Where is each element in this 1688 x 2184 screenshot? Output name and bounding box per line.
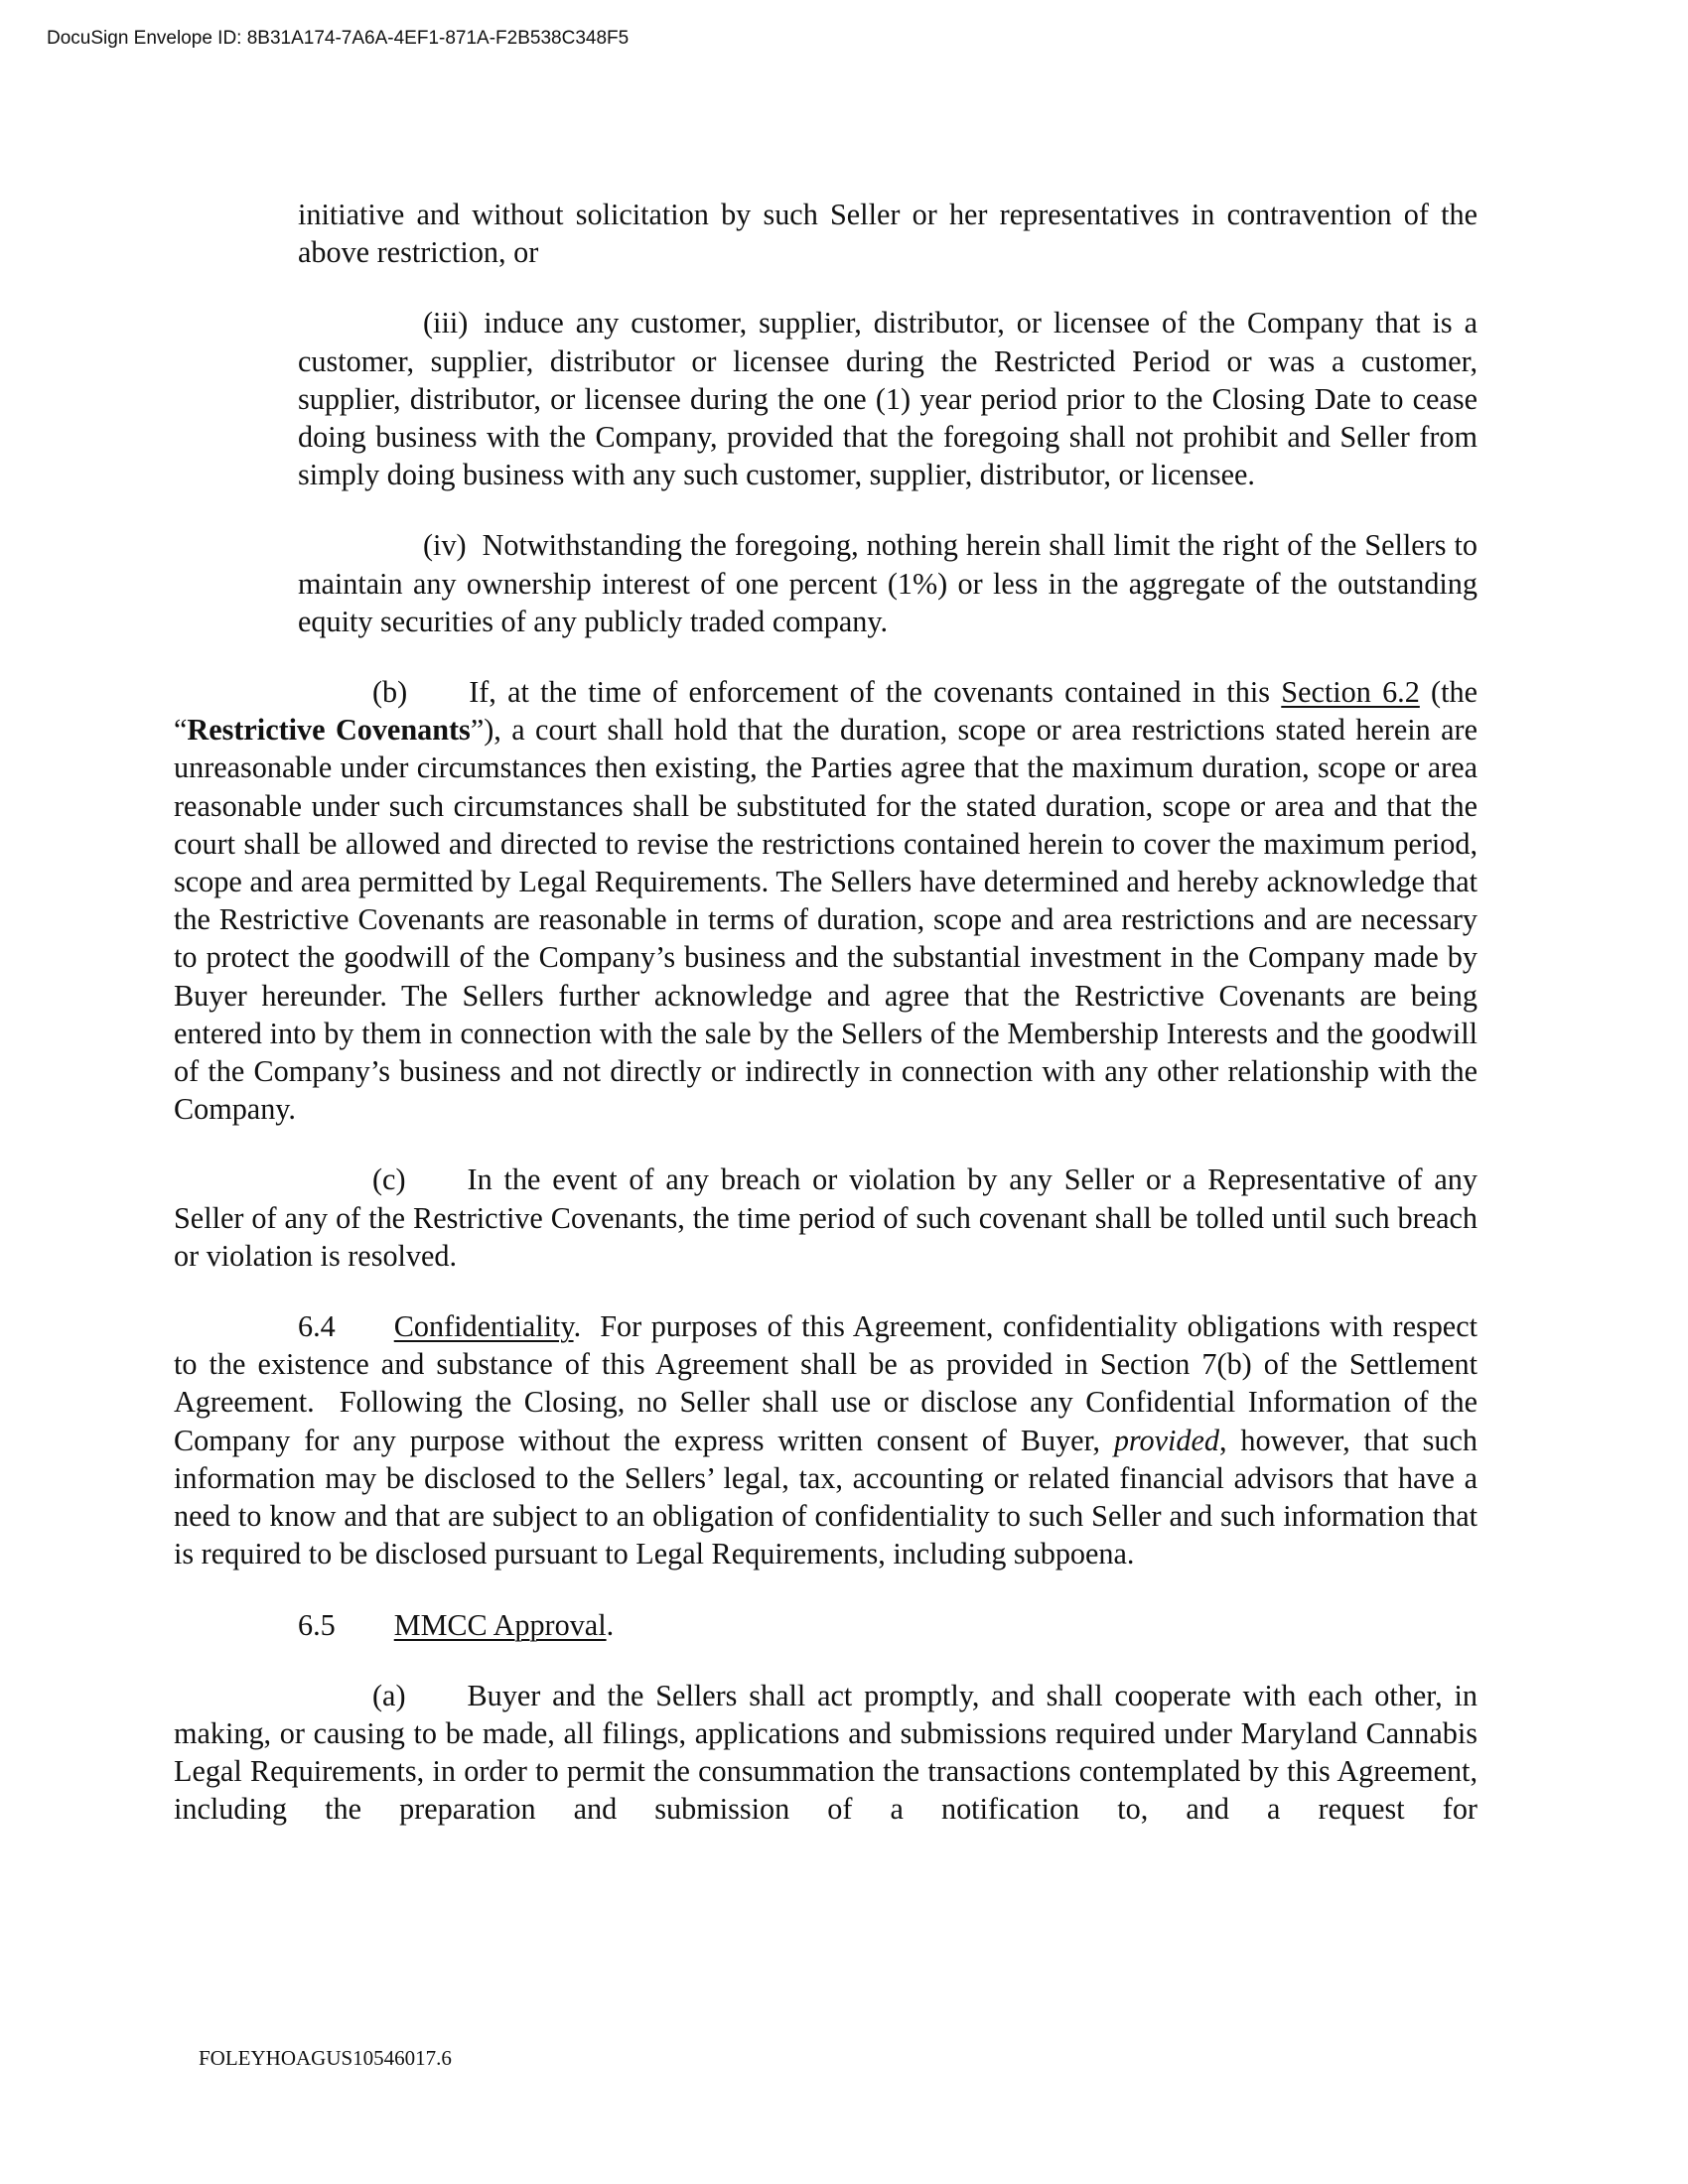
- paragraph-b: [174, 673, 1477, 1128]
- paragraph-continuation: [298, 196, 1477, 271]
- paragraph-c: [174, 1160, 1477, 1275]
- italic-term: provided: [1113, 1423, 1219, 1457]
- clause-label-b: (b): [372, 675, 408, 710]
- paragraph-text: If, at the time of enforcement of the covenants contained in this: [469, 675, 1282, 710]
- section-number: 6.4: [298, 1309, 336, 1344]
- paragraph-text: Notwithstanding the foregoing, nothing herein shall limit the right of the Sellers to maintain any ownership interest of one percent (1%) or less in the aggregate of the outstanding equity securities of any publicly traded company.: [298, 528, 1477, 638]
- paragraph-iii: [298, 304, 1477, 493]
- paragraph-text: (the “: [174, 675, 1477, 748]
- document-footer-id: FOLEYHOAGUS10546017.6: [199, 2046, 452, 2070]
- paragraph-a: [174, 1677, 1477, 1829]
- heading-punctuation: .: [606, 1607, 615, 1642]
- paragraph-text: initiative and without solicitation by such Seller or her representatives in contravention of the above restriction, or: [298, 198, 1477, 270]
- section-heading: MMCC Approval: [393, 1607, 607, 1642]
- document-body: [174, 196, 1485, 1861]
- clause-label-iii: (iii): [423, 306, 469, 341]
- paragraph-text: induce any customer, supplier, distributor, or licensee of the Company that is a customer, supplier, distributor or licensee during the Restricted Period or was a customer, supplier, distributor, or licensee during the one (1) year period prior to the Closing Date to cease doing business with the Company, provided that the foregoing shall not prohibit and Seller from simply doing business with any such customer, supplier, distributor, or licensee.: [298, 306, 1477, 492]
- defined-term: Restrictive Covenants: [187, 713, 471, 748]
- clause-label-c: (c): [372, 1162, 406, 1197]
- paragraph-iv: [298, 526, 1477, 640]
- section-number: 6.5: [298, 1607, 336, 1642]
- heading-punctuation: .: [573, 1309, 582, 1344]
- paragraph-text: Buyer and the Sellers shall act promptly, and shall cooperate with each other, in making, or causing to be made, all filings, applications and submissions required under Maryland Cannabis Legal Requirements, in order to permit the consummation the transactions contemplated by this Agreement, including the preparation and submission of a notification to, and a request for: [174, 1678, 1477, 1827]
- paragraph-text: , however, that such information may be disclosed to the Sellers’ legal, tax, accounting or related financial advisors that have a need to know and that are subject to an obligation of confidentiality to such Seller and such information that is required to be disclosed pursuant to Legal Requirements, including subpoena.: [174, 1423, 1477, 1571]
- section-6-5: [174, 1606, 1477, 1644]
- paragraph-text: In the event of any breach or violation by any Seller or a Representative of any Seller of any of the Restrictive Covenants, the time period of such covenant shall be tolled until such breach or violation is resolved.: [174, 1162, 1477, 1273]
- paragraph-text: For purposes of this Agreement, confidentiality obligations with respect to the existence and substance of this Agreement shall be as provided in Section 7(b) of the Settlement Agreement. Following the Closing, no Seller shall use or disclose any Confidential Information of the Company for any purpose without the express written consent of Buyer,: [174, 1309, 1485, 1457]
- clause-label-iv: (iv): [423, 528, 467, 563]
- clause-label-a: (a): [372, 1678, 406, 1712]
- docusign-envelope-id: DocuSign Envelope ID: 8B31A174-7A6A-4EF1-871A-F2B538C348F5: [47, 28, 630, 49]
- section-heading: Confidentiality: [393, 1309, 574, 1344]
- section-reference-link: Section 6.2: [1281, 675, 1420, 710]
- section-6-4: [174, 1307, 1485, 1572]
- paragraph-text: ”), a court shall hold that the duration, scope or area restrictions stated herein are unreasonable under circumstances then existing, the Parties agree that the maximum duration, scope or area reasonable under such circumstances shall be substituted for the stated duration, scope or area and that the court shall be allowed and directed to revise the restrictions contained herein to cover the maximum period, scope and area permitted by Legal Requirements. The Sellers have determined and hereby acknowledge that the Restrictive Covenants are reasonable in terms of duration, scope and area restrictions and are necessary to protect the goodwill of the Company’s business and the substantial investment in the Company made by Buyer hereunder. The Sellers further acknowledge and agree that the Restrictive Covenants are being entered into by them in connection with the sale by the Sellers of the Membership Interests and the goodwill of the Company’s business and not directly or indirectly in connection with any other relationship with the Company.: [174, 713, 1477, 1127]
